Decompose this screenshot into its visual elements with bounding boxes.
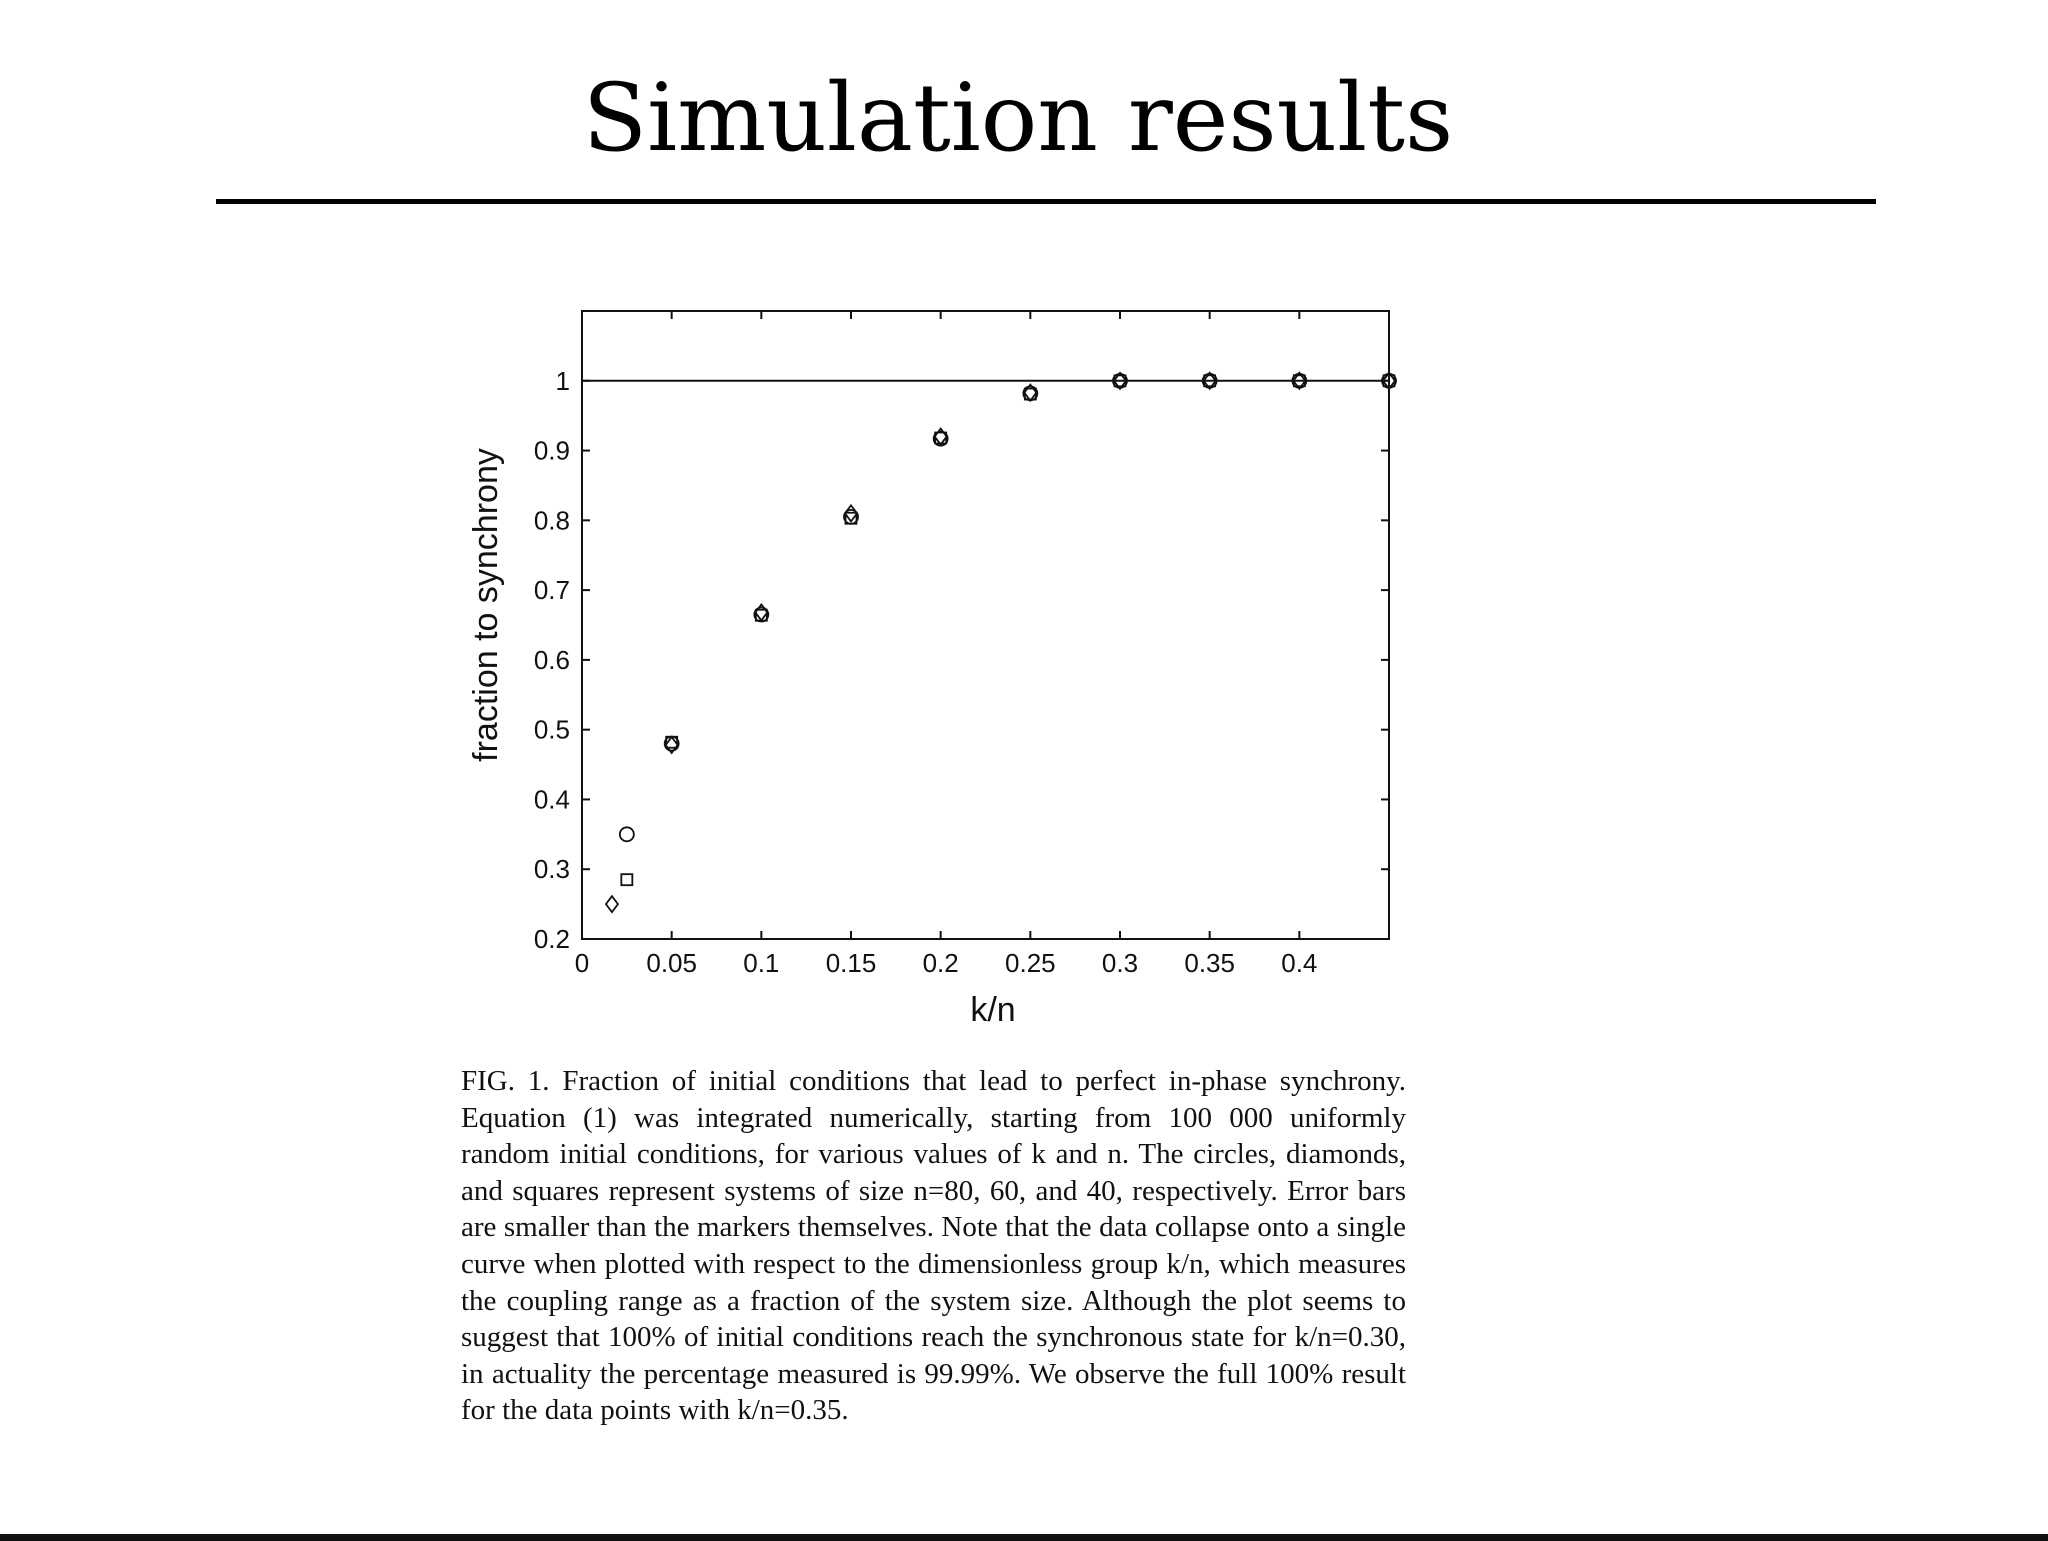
data-markers — [606, 373, 1396, 912]
x-tick-label: 0 — [574, 948, 590, 978]
x-tick-label: 0.1 — [743, 948, 780, 978]
y-tick-label: 0.4 — [533, 784, 570, 815]
y-tick-label: 0.8 — [533, 505, 570, 536]
figure-caption: FIG. 1. Fraction of initial conditions that lead to perfect in-phase synchrony. Equation (1) was integrated numerically, starting from 100 000 uniformly random initial conditions, for various values of k and n. The circles, diamonds, and squares represent systems of size n=80, 60, and 40, respectively. Error bars are smaller than the markers themselves. Note that the data collapse onto a single curve when plotted with respect to the dimensionless group k/n, which measures the coupling range as a fraction of the system size. Although the plot seems to suggest that 100% of initial conditions reach the synchronous state for k/n=0.30, in actuality the percentage measured is 99.99%. We observe the full 100% result for the data points with k/n=0.35. — [461, 1065, 1406, 1427]
y-tick-label: 0.2 — [533, 924, 570, 954]
bottom-border — [0, 1534, 2048, 1541]
x-tick-label: 0.05 — [646, 948, 697, 978]
y-tick-label: 0.3 — [533, 854, 570, 885]
plot-area-border — [582, 311, 1389, 939]
y-tick-label: 0.6 — [533, 644, 570, 675]
diamond-marker — [606, 896, 618, 912]
x-axis-label: k/n — [970, 991, 1016, 1029]
slide-title: Simulation results — [582, 64, 1454, 173]
x-tick-label: 0.25 — [1005, 948, 1056, 978]
x-tick-label: 0.4 — [1281, 948, 1318, 978]
y-tick-label: 0.9 — [533, 435, 570, 466]
y-axis-label: fraction to synchrony — [467, 448, 505, 762]
plot-frame — [582, 311, 1389, 939]
y-tick-label: 1 — [555, 365, 570, 396]
circle-marker — [620, 827, 634, 841]
x-tick-label: 0.15 — [825, 948, 877, 978]
y-tick-label: 0.5 — [533, 714, 570, 745]
x-tick-label: 0.3 — [1101, 948, 1139, 978]
square-marker — [621, 874, 632, 885]
x-tick-label: 0.35 — [1184, 948, 1235, 978]
y-tick-label: 0.7 — [533, 575, 570, 606]
axis-ticks — [534, 311, 1389, 978]
x-tick-label: 0.2 — [922, 948, 959, 978]
